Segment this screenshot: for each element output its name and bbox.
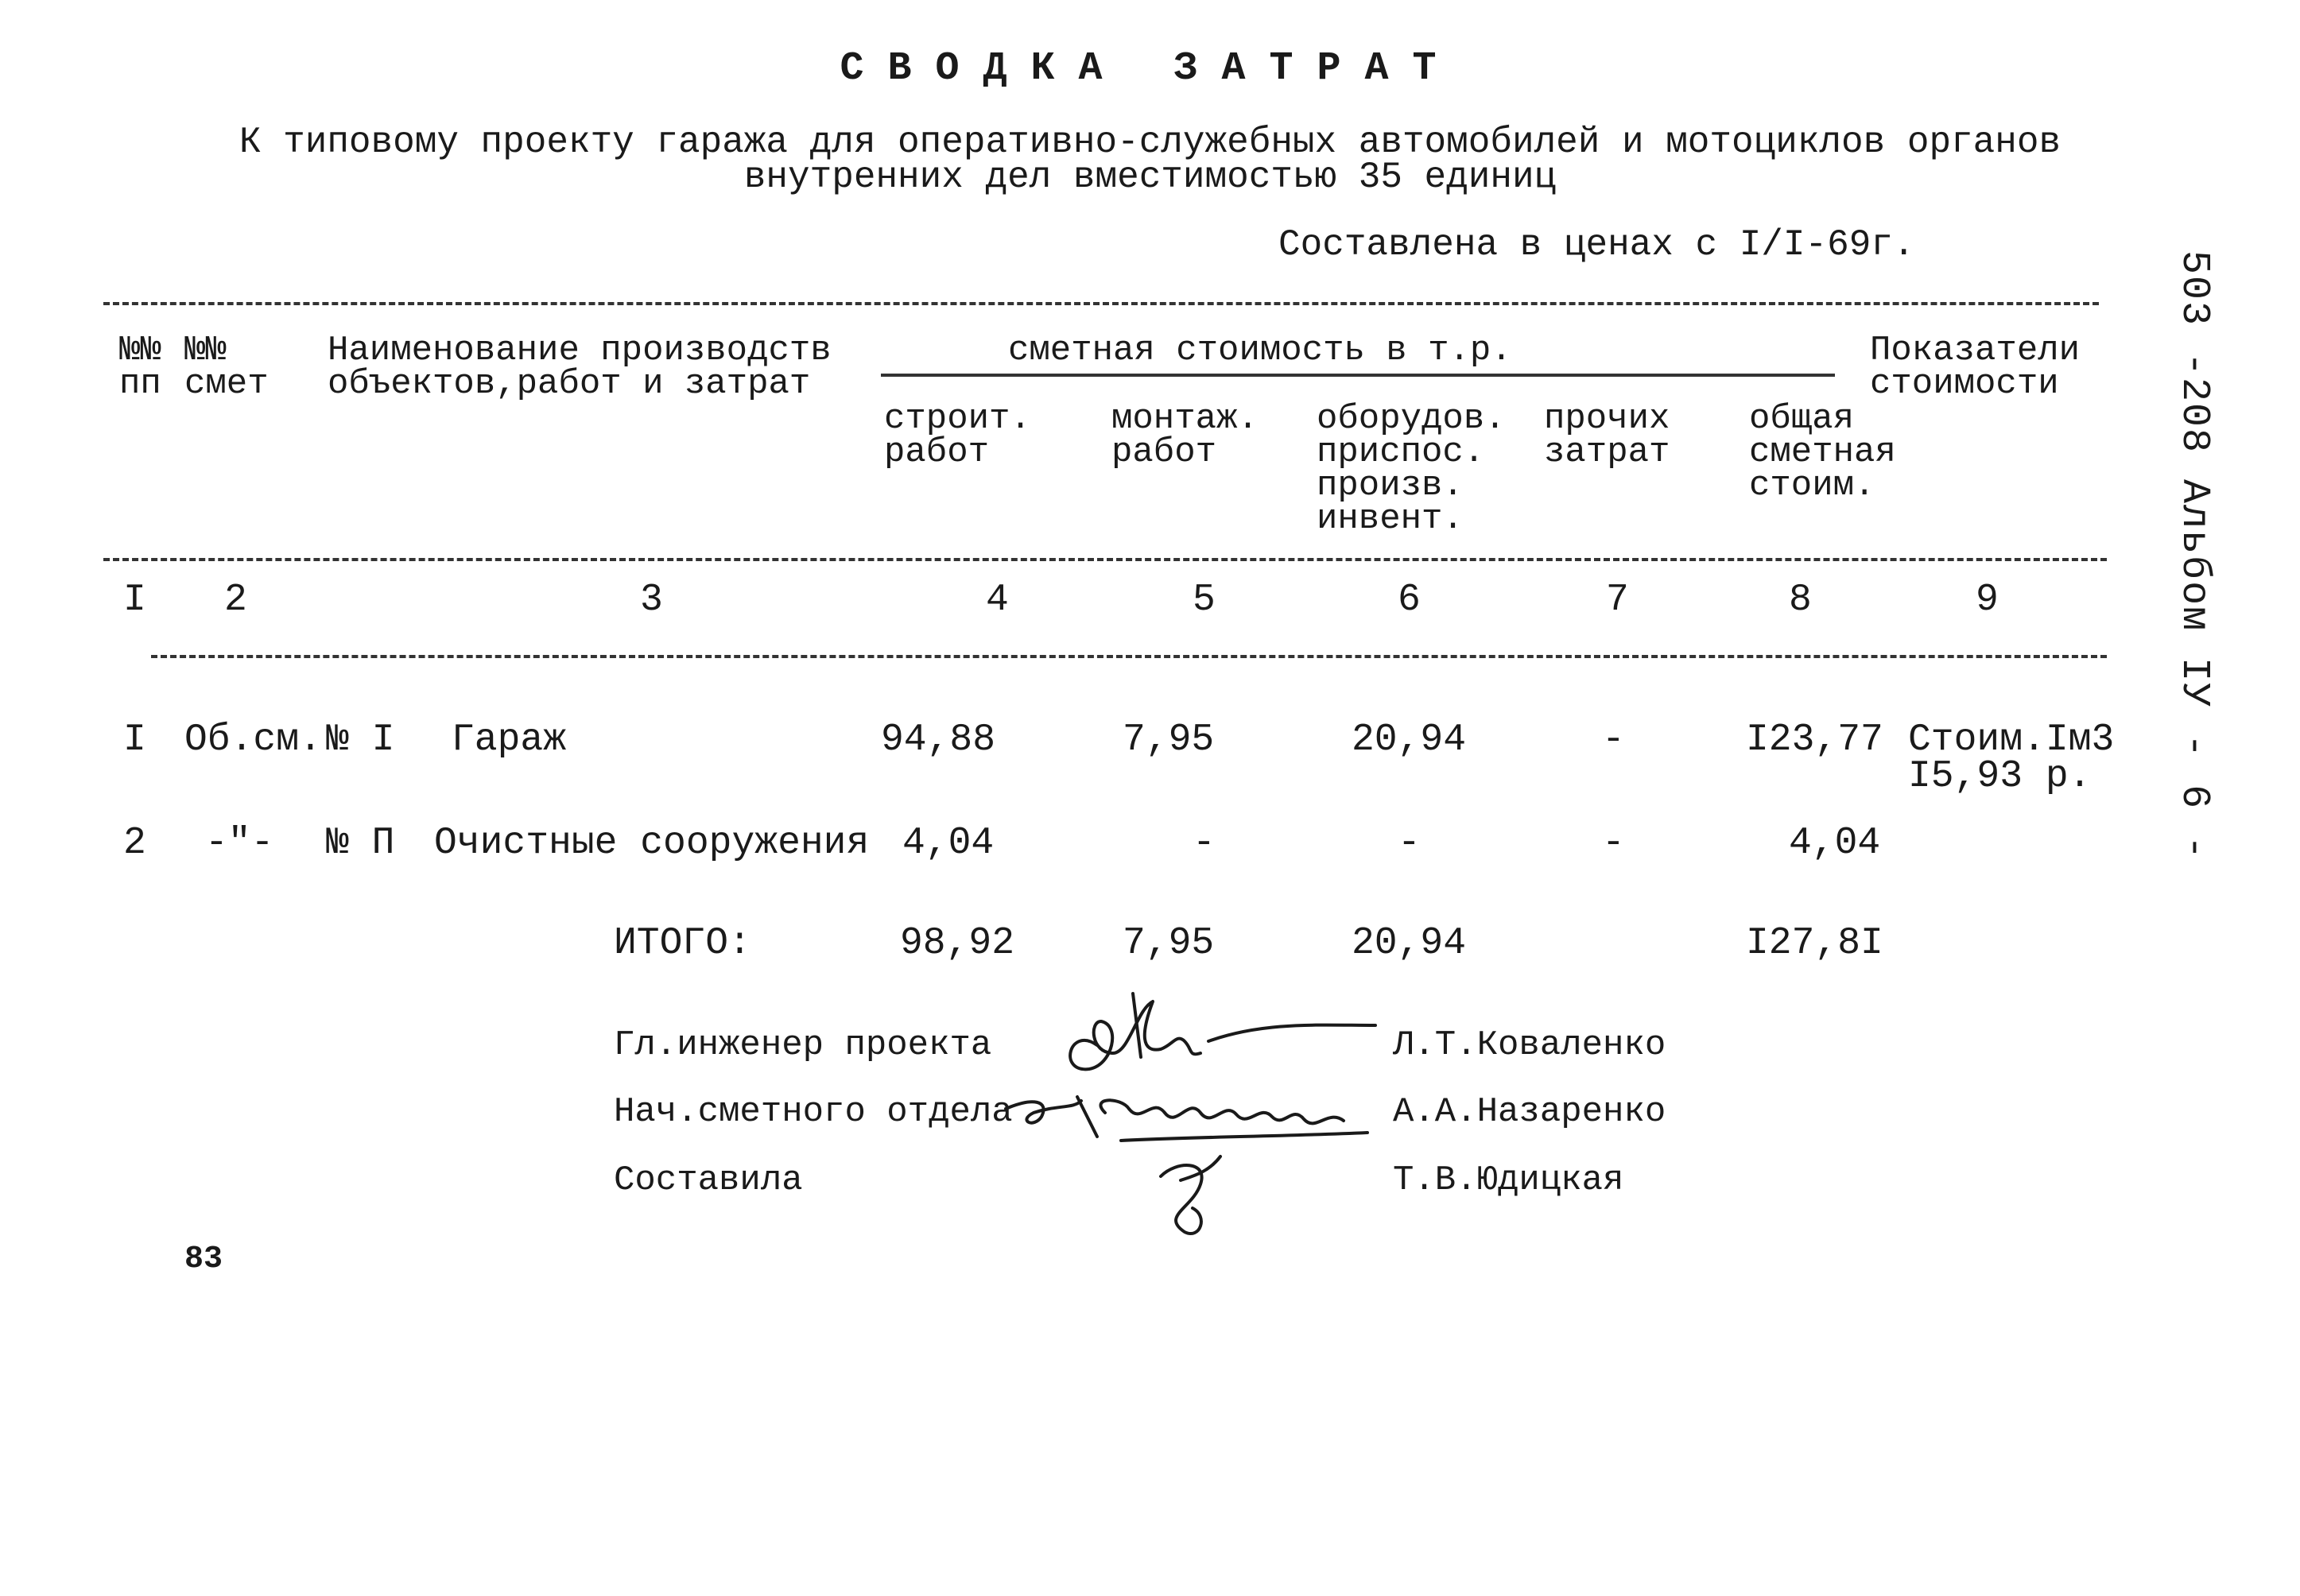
header-indicators: Показатели стоимости	[1870, 331, 2081, 404]
handwritten-signatures	[1002, 978, 1415, 1240]
header-equip: оборудов. приспос. произв. инвент.	[1317, 399, 1506, 539]
header-total: общая сметная стоим.	[1749, 399, 1896, 506]
col-number-rule	[151, 655, 2107, 658]
cost-group-rule	[881, 374, 1835, 377]
side-label	[2164, 250, 2223, 966]
row-1-indicator-1: Стоим.Iм3	[1908, 719, 2115, 761]
row-2-smeta-type: -"-	[205, 822, 274, 865]
col-number-6: 6	[1398, 579, 1421, 622]
signature-name-3: Т.В.Юдицкая	[1393, 1160, 1624, 1200]
row-2-build: 4,04	[902, 822, 995, 865]
col-number-9: 9	[1976, 579, 1999, 622]
totals-build: 98,92	[900, 922, 1015, 965]
signature-role-1: Гл.инженер проекта	[614, 1025, 992, 1065]
row-1-mount: 7,95	[1123, 719, 1215, 761]
row-1-indicator-2: I5,93 р.	[1908, 755, 2092, 798]
row-2-equip: -	[1398, 822, 1421, 865]
row-2-mount: -	[1193, 822, 1216, 865]
totals-label: ИТОГО:	[614, 922, 751, 965]
subtitle-line-1: К типовому проекту гаража для оперативно-служебных автомобилей и мотоциклов органов	[239, 122, 2061, 163]
row-2-total: 4,04	[1789, 822, 1881, 865]
row-1-other: -	[1602, 719, 1625, 761]
header-name: Наименование производств объектов,работ и затрат	[328, 331, 832, 404]
row-1-equip: 20,94	[1352, 719, 1467, 761]
row-1-smeta-no: № I	[326, 719, 395, 761]
col-number-2: 2	[224, 579, 247, 622]
row-2-name: Очистные сооружения	[434, 822, 870, 865]
col-number-7: 7	[1606, 579, 1629, 622]
row-2-other: -	[1602, 822, 1625, 865]
row-2-smeta-no: № П	[326, 822, 395, 865]
signature-name-1: Л.Т.Коваленко	[1393, 1025, 1666, 1065]
totals-equip: 20,94	[1352, 922, 1467, 965]
col-number-1: I	[123, 579, 146, 622]
header-num: №№ пп	[119, 331, 161, 404]
col-number-3: 3	[640, 579, 663, 622]
row-1-num: I	[123, 719, 146, 761]
table-top-rule	[103, 302, 2099, 305]
row-1-name: Гараж	[452, 719, 567, 761]
header-mount: монтаж. работ	[1111, 399, 1259, 472]
side-label-text: 503 -208 Альбом IУ - 6 -	[2171, 250, 2217, 862]
header-bottom-rule	[103, 558, 2107, 561]
row-1-smeta-type: Об.см.	[184, 719, 322, 761]
totals-total: I27,8I	[1746, 922, 1883, 965]
row-1-total: I23,77	[1746, 719, 1883, 761]
col-number-5: 5	[1193, 579, 1216, 622]
page-number: 83	[184, 1242, 223, 1277]
header-smeta: №№ смет	[184, 331, 269, 404]
header-other: прочих затрат	[1544, 399, 1670, 472]
price-note: Составлена в ценах с I/I-69г.	[1278, 224, 1915, 265]
col-number-8: 8	[1789, 579, 1812, 622]
signature-role-3: Составила	[614, 1160, 803, 1200]
row-2-num: 2	[123, 822, 146, 865]
header-build: строит. работ	[884, 399, 1031, 472]
totals-mount: 7,95	[1123, 922, 1215, 965]
row-1-build: 94,88	[881, 719, 996, 761]
signature-name-2: А.А.Назаренко	[1393, 1092, 1666, 1132]
signature-role-2: Нач.сметного отдела	[614, 1092, 1013, 1132]
header-cost-group: сметная стоимость в т.р.	[1008, 331, 1512, 370]
document-title: СВОДКА ЗАТРАТ	[840, 46, 1460, 91]
col-number-4: 4	[986, 579, 1009, 622]
subtitle-line-2: внутренних дел вместимостью 35 единиц	[743, 157, 1557, 198]
